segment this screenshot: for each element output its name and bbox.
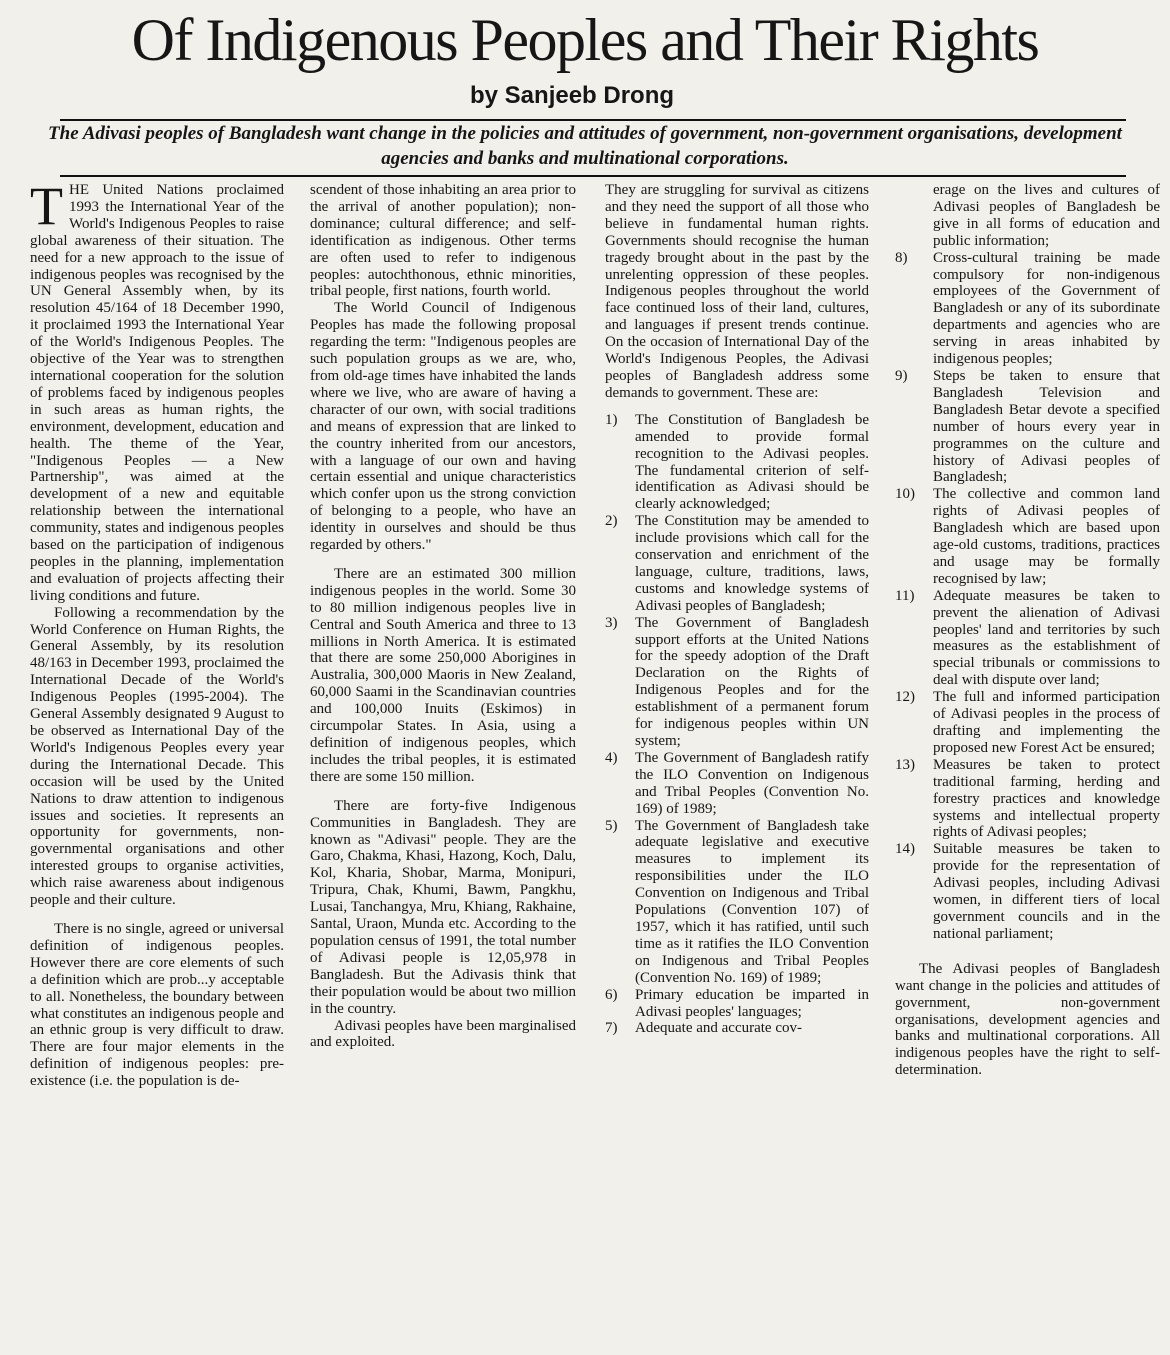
item-text: The Government of Bangladesh support efforts at the United Nations for the speedy adoption of the Draft Declaration on the Rights of Indigenous Peoples and for the establishment of a permanent forum for indigenous peoples within UN system; — [635, 614, 869, 749]
item-number: 11) — [895, 587, 915, 604]
column-2 — [310, 182, 576, 1350]
rule-bottom — [60, 175, 1126, 177]
demand-item — [605, 513, 869, 614]
demand-item — [605, 750, 869, 818]
column-4 — [895, 182, 1160, 1350]
item-text: Adequate and accurate cov- — [635, 1020, 802, 1037]
item-text: The Government of Bangladesh ratify the ILO Convention on Indigenous and Tribal Peoples (Convention No. 169) of 1989; — [635, 749, 869, 817]
column-1 — [30, 182, 284, 1350]
deck: The Adivasi peoples of Bangladesh want change in the policies and attitudes of government, non-government organisations, development agencies and banks and multinational corporations. — [48, 123, 1122, 169]
item-number: 2) — [605, 513, 618, 530]
item-number: 9) — [895, 367, 908, 384]
demand-item — [895, 250, 1160, 368]
paragraph: There is no single, agreed or universal definition of indigenous peoples. However there are core elements of such a definition which are prob...y acceptable to all. Nonetheless, the boundary between what constitutes an indigenous people and an ethnic group is very difficult to draw. There are four major elements in the definition of indigenous peoples: pre-existence (i.e. the population is de- — [30, 920, 284, 1090]
item-number-spacer — [895, 182, 933, 250]
paragraph-text: HE United Nations proclaimed 1993 the International Year of the World's Indigenous Peoples to raise global awareness of their situation. The need for a new approach to the issue of indigenous peoples was recognised by the UN General Assembly when, by its resolution 45/164 of 18 December 1990, it proclaimed 1993 the International Year of the World's Indigenous Peoples. The objective of the Year was to strengthen international cooperation for the solution of problems faced by indigenous peoples in such areas as human rights, the environment, development, education and health. The theme of the Year, "Indigenous Peoples — a New Partnership", was aimed at the development of a new and equitable relationship between the international community, states and indigenous peoples based on the participation of indigenous peoples in the planning, implementation and evaluation of projects affecting their living conditions and future. — [30, 182, 284, 604]
item-text: The collective and common land rights of Adivasi peoples of Bangladesh which are based upon age-old customs, traditions, practices and usage may be formally recognised by law; — [933, 486, 1160, 587]
item-number: 6) — [605, 986, 618, 1003]
demand-item — [605, 1020, 869, 1037]
paragraph — [30, 182, 284, 605]
item-number: 1) — [605, 411, 618, 428]
paragraph: There are an estimated 300 million indigenous peoples in the world. Some 30 to 80 million indigenous peoples live in Central and South America and three to 13 millions in North America. It is estimated that there are some 250,000 Aborigines in Australia, 300,000 Maoris in New Zealand, 60,000 Saami in the Scandinavian countries and 100,000 Inuits (Eskimos) in circumpolar States. In Asia, using a definition of indigenous peoples, which includes the tribal peoples, it is estimated there are some 150 million. — [310, 565, 576, 785]
demand-item — [895, 689, 1160, 757]
paragraph: Adivasi peoples have been marginalised and exploited. — [310, 1017, 576, 1051]
byline: by Sanjeeb Drong — [470, 82, 675, 109]
demand-item — [895, 486, 1160, 587]
item-number: 13) — [895, 756, 915, 773]
item-text: Steps be taken to ensure that Bangladesh Television and Bangladesh Betar devote a specified number of hours every year in programmes on the culture and history of Adivasi peoples of Bangladesh; — [933, 367, 1160, 486]
paragraph: scendent of those inhabiting an area prior to the arrival of another population); non-dominance; cultural difference; and self-identification as indigenous. Other terms are often used to refer to indigenous peoples: autochthonous, ethnic minorities, tribal people, first nations, fourth world. — [310, 182, 576, 300]
item-number: 7) — [605, 1020, 618, 1037]
item-number: 10) — [895, 486, 915, 503]
item-text: Adequate measures be taken to prevent the alienation of Adivasi peoples' land and territories by such measures as the establishment of special tribunals or commissions to deal with dispute over land; — [933, 587, 1160, 689]
item-text: The Constitution of Bangladesh be amended to provide formal recognition to the Adivasi peoples. The fundamental criterion of self-identification as Adivasi should be clearly acknowledged; — [635, 411, 869, 513]
item-number: 3) — [605, 614, 618, 631]
item-text: erage on the lives and cultures of Adivasi peoples of Bangladesh be give in all forms of education and public information; — [933, 182, 1160, 249]
paragraph: Following a recommendation by the World Conference on Human Rights, the General Assembly, by its resolution 48/163 in December 1993, proclaimed the International Decade of the World's Indigenous Peoples (1995-2004). The General Assembly designated 9 August to be observed as International Day of the World's Indigenous Peoples every year during the International Decade. This occasion will be used by the United Nations to draw attention to indigenous issues and societies. It represents an opportunity for governments, non-governmental organisations and other interested groups to organise activities, which raise awareness about indigenous people and their culture. — [30, 604, 284, 909]
item-text: Primary education be imparted in Adivasi peoples' languages; — [635, 986, 869, 1020]
demand-item — [605, 412, 869, 513]
item-text: Suitable measures be taken to provide for the representation of Adivasi peoples, including Adivasi women, in different tiers of local government councils and in the national parliament; — [933, 841, 1160, 942]
item-number: 4) — [605, 749, 618, 766]
closing-paragraph: The Adivasi peoples of Bangladesh want change in the policies and attitudes of government, non-government organisations, development agencies and banks and multinational corporations. All indigenous peoples have the right to self-determination. — [895, 960, 1160, 1079]
item-number: 12) — [895, 689, 915, 706]
demand-item-continued — [895, 182, 1160, 250]
item-text: The Constitution may be amended to include provisions which call for the conservation and enrichment of the language, culture, traditions, laws, customs and knowledge systems of Adivasi peoples of Bangladesh; — [635, 513, 869, 614]
item-number: 5) — [605, 817, 618, 834]
item-text: The full and informed participation of Adivasi peoples in the process of drafting and implementing the proposed new Forest Act be ensured; — [933, 689, 1160, 756]
demand-item — [895, 841, 1160, 942]
item-text: The Government of Bangladesh take adequate legislative and executive measures to implement its responsibilities under the ILO Convention on Indigenous and Tribal Populations (Convention 107) of 1957, which it has ratified, until such time as it ratifies the ILO Convention on Indigenous and Tribal Peoples (Convention No. 169) of 1989; — [635, 817, 869, 986]
paragraph: The World Council of Indigenous Peoples has made the following proposal regarding the term: "Indigenous peoples are such population groups as we are, who, from old-age times have inhabited the lands where we live, who are aware of having a character of our own, with social traditions and means of expression that are linked to the country inherited from our ancestors, with a language of our own and having certain essential and unique characteristics which confer upon us the strong conviction of belonging to a people, who have an identity in ourselves and should be thus regarded by others." — [310, 300, 576, 554]
item-number: 14) — [895, 841, 915, 858]
demand-item — [605, 615, 869, 750]
demand-item — [895, 588, 1160, 689]
demand-item — [895, 368, 1160, 486]
paragraph: They are struggling for survival as citizens and they need the support of all those who believe in fundamental human rights. Governments should recognise the human tragedy brought about in the past by the unrelenting oppression of these peoples. Indigenous peoples throughout the world face continued loss of their land, cultures, and languages if present trends continue. On the occasion of International Day of the World's Indigenous Peoples, the Adivasi peoples of Bangladesh address some demands to government. These are: — [605, 182, 869, 401]
item-text: Cross-cultural training be made compulsory for non-indigenous employees of the Government of Bangladesh or any of its subordinate departments and agencies who are serving in areas inhabited by indigenous peoples; — [933, 249, 1160, 368]
demand-item — [605, 818, 869, 987]
demand-item — [605, 987, 869, 1021]
demand-item — [895, 757, 1160, 842]
drop-cap: T — [30, 182, 63, 236]
paragraph: There are forty-five Indigenous Communities in Bangladesh. They are known as "Adivasi" people. They are the Garo, Chakma, Khasi, Hazong, Koch, Dalu, Kol, Kharia, Shobar, Marma, Monipuri, Tripura, Chak, Khumi, Bawm, Pangkhu, Lusai, Tanchangya, Mru, Khiang, Rakhaine, Santal, Uraon, Munda etc. According to the population census of 1991, the total number of Adivasi people is 12,05,978 in Bangladesh. But the Adivasis think that their population would be about two million in the country. — [310, 797, 576, 1017]
item-text: Measures be taken to protect traditional farming, herding and forestry practices and knowledge systems and intellectual property rights of Adivasi peoples; — [933, 756, 1160, 841]
column-3 — [605, 182, 869, 1350]
item-number: 8) — [895, 249, 908, 266]
headline: Of Indigenous Peoples and Their Rights — [131, 7, 1039, 73]
